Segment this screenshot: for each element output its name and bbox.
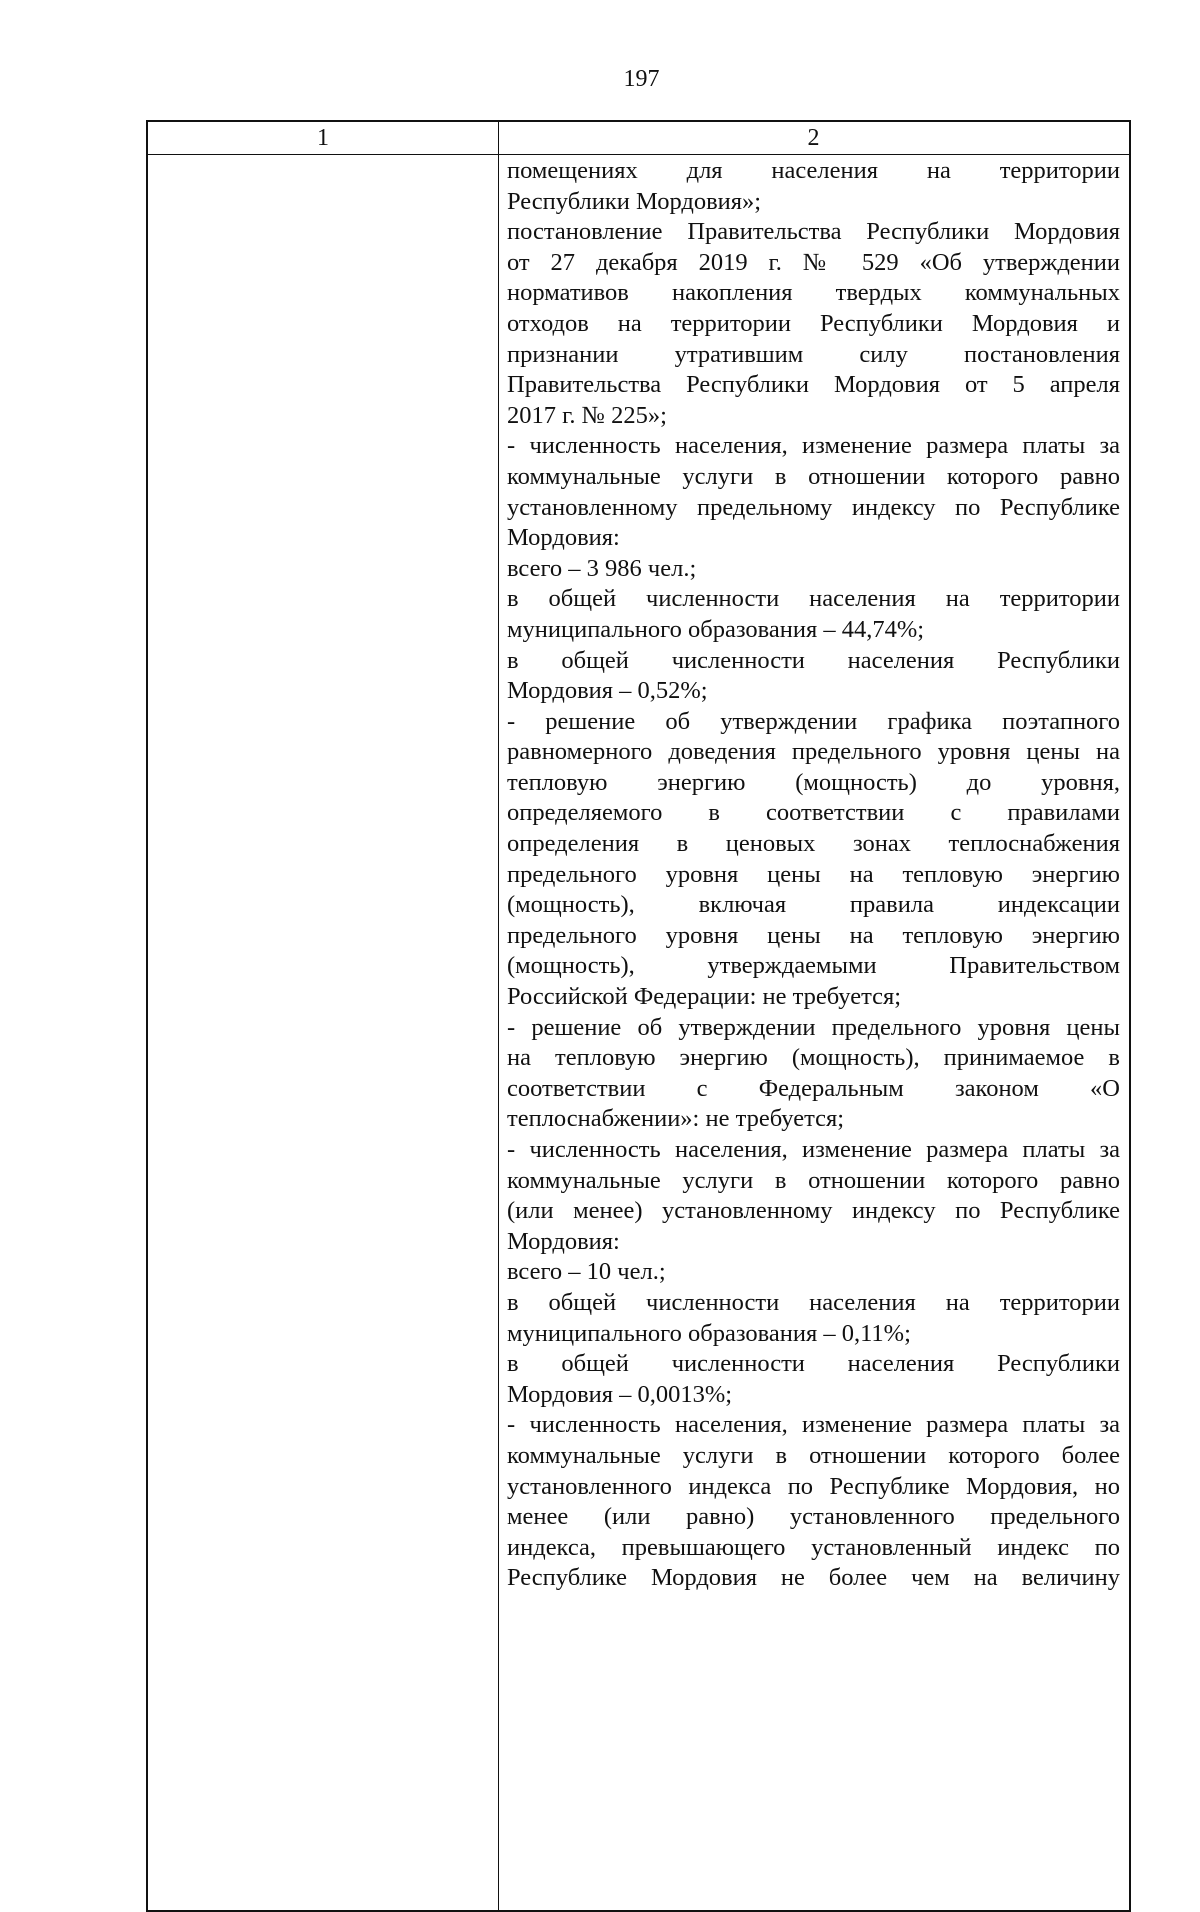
text-line: от 27 декабря 2019 г. № 529 «Об утверждении xyxy=(507,248,1120,276)
text-line: коммунальные услуги в отношении которого более xyxy=(507,1441,1120,1469)
column-header-2: 2 xyxy=(807,125,820,151)
text-line: (мощность), включая правила индексации xyxy=(507,891,1120,919)
column-divider xyxy=(498,122,499,1910)
text-line: постановление Правительства Республики Мордовия xyxy=(507,218,1120,246)
text-line: - численность населения, изменение размера платы за xyxy=(507,1136,1120,1163)
text-line: Правительства Республики Мордовия от 5 апреля xyxy=(507,371,1120,399)
text-line: на тепловую энергию (мощность), принимаемое в xyxy=(507,1044,1120,1072)
text-line: - численность населения, изменение размера платы за xyxy=(507,1411,1120,1439)
table-header-row xyxy=(148,122,1129,155)
text-line: Республики Мордовия»; xyxy=(507,187,762,215)
text-line: нормативов накопления твердых коммунальных xyxy=(507,279,1120,307)
text-line: помещениях для населения на территории xyxy=(507,157,1120,184)
text-line: Российской Федерации: не требуется; xyxy=(507,983,902,1011)
text-line: (мощность), утверждаемыми Правительством xyxy=(507,952,1120,980)
text-line: всего – 10 чел.; xyxy=(507,1258,666,1286)
document-table xyxy=(146,120,1131,1912)
text-line: в общей численности населения Республики xyxy=(507,1350,1120,1378)
text-line: в общей численности населения на территории xyxy=(507,1288,1120,1316)
text-line: (или менее) установленному индексу по Республике xyxy=(507,1197,1120,1225)
text-line: муниципального образования – 0,11%; xyxy=(507,1319,911,1347)
text-line: Мордовия: xyxy=(507,524,620,552)
text-line: тепловую энергию (мощность) до уровня, xyxy=(507,768,1120,796)
text-line: отходов на территории Республики Мордовия и xyxy=(507,309,1120,337)
text-line: определяемого в соответствии с правилами xyxy=(507,799,1120,827)
column-header-1: 1 xyxy=(317,125,329,151)
text-line: установленному предельному индексу по Республике xyxy=(507,493,1120,521)
text-line: предельного уровня цены на тепловую энергию xyxy=(507,921,1120,949)
text-line: в общей численности населения Республики xyxy=(507,646,1120,674)
text-line: соответствии с Федеральным законом «О xyxy=(507,1074,1120,1102)
text-line: коммунальные услуги в отношении которого равно xyxy=(507,1166,1120,1194)
page-number: 197 xyxy=(623,66,660,92)
text-line: коммунальные услуги в отношении которого равно xyxy=(507,462,1120,490)
text-line: индекса, превышающего установленный индекс по xyxy=(507,1533,1120,1561)
text-line: Республике Мордовия не более чем на величину xyxy=(507,1564,1120,1592)
text-line: Мордовия: xyxy=(507,1227,620,1255)
text-line: менее (или равно) установленного предельного xyxy=(507,1503,1120,1531)
text-line: - решение об утверждении предельного уровня цены xyxy=(507,1013,1120,1041)
text-line: 2017 г. № 225»; xyxy=(507,401,667,429)
text-line: установленного индекса по Республике Мордовия, но xyxy=(507,1472,1120,1500)
text-line: - решение об утверждении графика поэтапного xyxy=(507,707,1120,735)
text-line: признании утратившим силу постановления xyxy=(507,340,1120,368)
text-line: всего – 3 986 чел.; xyxy=(507,554,697,582)
text-line: теплоснабжении»: не требуется; xyxy=(507,1105,845,1133)
text-line: - численность населения, изменение размера платы за xyxy=(507,432,1120,460)
text-line: в общей численности населения на территории xyxy=(507,585,1120,613)
column-2-cell xyxy=(507,156,1120,1594)
text-line: предельного уровня цены на тепловую энергию xyxy=(507,860,1120,888)
text-line: определения в ценовых зонах теплоснабжения xyxy=(507,830,1120,858)
text-line: Мордовия – 0,52%; xyxy=(507,677,708,705)
text-line: муниципального образования – 44,74%; xyxy=(507,615,925,643)
text-line: Мордовия – 0,0013%; xyxy=(507,1380,733,1408)
text-line: равномерного доведения предельного уровня цены на xyxy=(507,738,1120,766)
